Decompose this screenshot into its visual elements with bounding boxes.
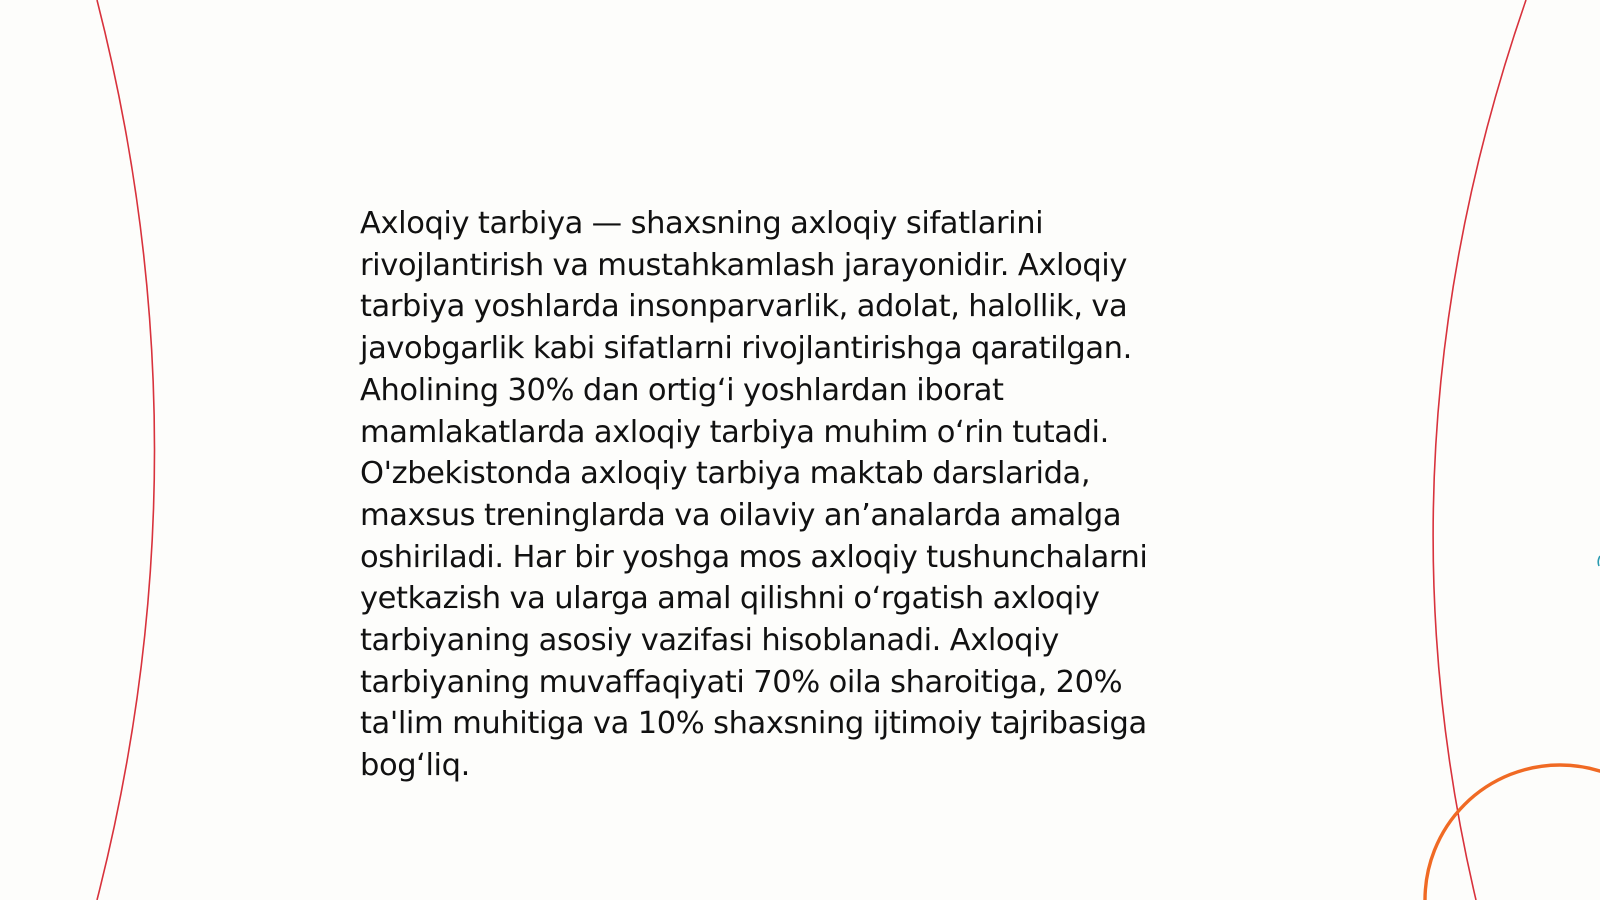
right-arc-line: [1433, 0, 1526, 900]
orange-circle-arc: [1425, 765, 1600, 900]
left-arc-line: [97, 0, 155, 900]
body-paragraph: Axloqiy tarbiya — shaxsning axloqiy sifatlarini rivojlantirish va mustahkamlash jarayonidir. Axloqiy tarbiya yoshlarda insonparvarlik, adolat, halollik, va javobgarlik kabi sifatlarni rivojlantirishga qaratilgan. Aholining 30% dan ortigʻi yoshlardan iborat mamlakatlarda axloqiy tarbiya muhim oʻrin tutadi. O'zbekistonda axloqiy tarbiya maktab darslarida, maxsus treninglarda va oilaviy anʼanalarda amalga oshiriladi. Har bir yoshga mos axloqiy tushunchalarni yetkazish va ularga amal qilishni oʻrgatish axloqiy tarbiyaning asosiy vazifasi hisoblanadi. Axloqiy tarbiyaning muvaffaqiyati 70% oila sharoitiga, 20% ta'lim muhitiga va 10% shaxsning ijtimoiy tajribasiga bogʻliq.: [360, 206, 1148, 784]
